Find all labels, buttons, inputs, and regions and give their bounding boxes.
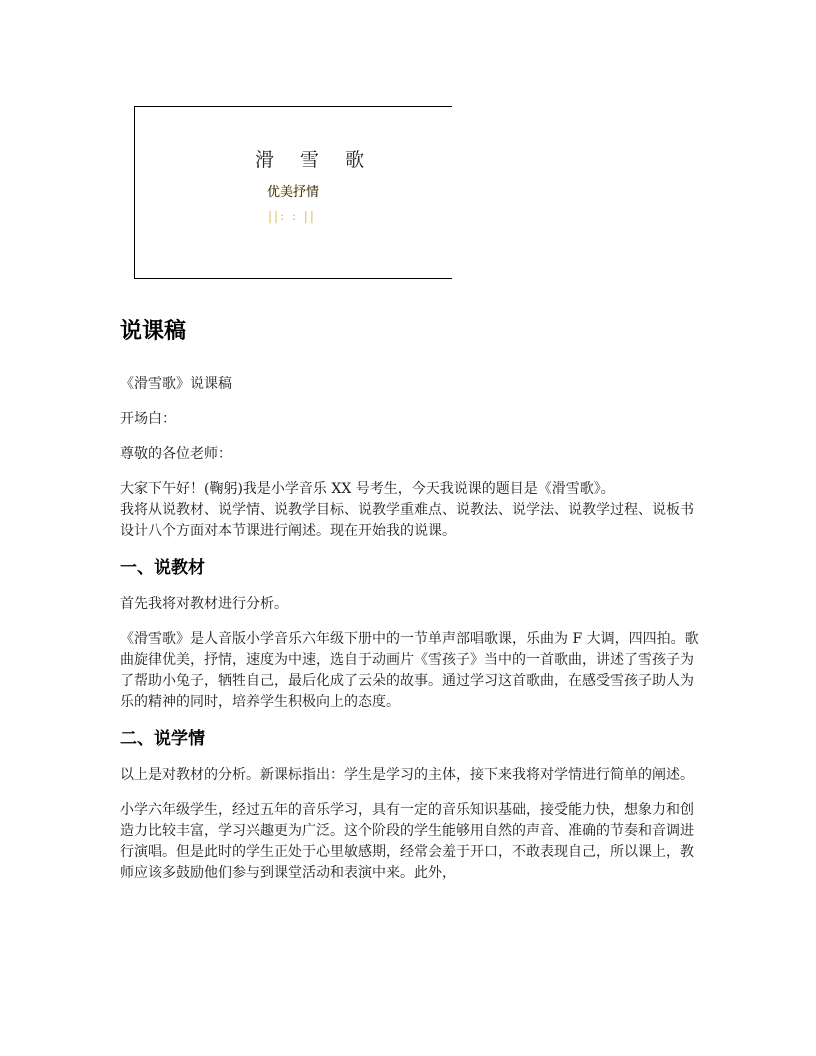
document-body — [120, 314, 702, 898]
section-heading-learners: 二、说学情 — [120, 729, 205, 749]
intro-paragraph-line2: 我将从说教材、说学情、说教学目标、说教学重难点、说教法、说学法、说教学过程、说板书设计八个方面对本节课进行阐述。现在开始我的说课。 — [120, 502, 694, 539]
lesson-slide-image — [134, 106, 452, 279]
slide-subtitle: 优美抒情 — [267, 185, 320, 200]
section2-paragraph2: 小学六年级学生，经过五年的音乐学习，具有一定的音乐知识基础，接受能力快，想象力和创造力比较丰富，学习兴趣更为广泛。这个阶段的学生能够用自然的声音、准确的节奏和音调进行演唱。但是此时的学生正处于心里敏感期，经常会羞于开口，不敢表现自己，所以课上，教师应该多鼓励他们参与到课堂活动和表演中来。此外， — [120, 802, 694, 881]
document-subtitle: 《滑雪歌》说课稿 — [120, 376, 232, 392]
slide-repeat-marks: ||: : || — [268, 209, 316, 223]
section1-paragraph2: 《滑雪歌》是人音版小学音乐六年级下册中的一节单声部唱歌课，乐曲为 F 大调，四四拍。歌曲旋律优美，抒情，速度为中速，选自于动画片《雪孩子》当中的一首歌曲，讲述了雪孩子为了帮助小兔子，牺牲自己，最后化成了云朵的故事。通过学习这首歌曲，在感受雪孩子助人为乐的精神的同时，培养学生积极向上的态度。 — [120, 631, 699, 710]
section2-paragraph1: 以上是对教材的分析。新课标指出：学生是学习的主体，接下来我将对学情进行简单的阐述。 — [120, 767, 694, 783]
slide-title: 滑 雪 歌 — [255, 149, 375, 171]
section1-paragraph1: 首先我将对教材进行分析。 — [120, 596, 288, 612]
greeting: 尊敬的各位老师： — [120, 446, 232, 462]
intro-paragraph-line1: 大家下午好！(鞠躬)我是小学音乐 XX 号考生，今天我说课的题目是《滑雪歌》。 — [120, 481, 615, 497]
document-title: 说课稿 — [120, 318, 187, 344]
opening-label: 开场白： — [120, 411, 176, 427]
section-heading-textbook: 一、说教材 — [120, 558, 205, 578]
